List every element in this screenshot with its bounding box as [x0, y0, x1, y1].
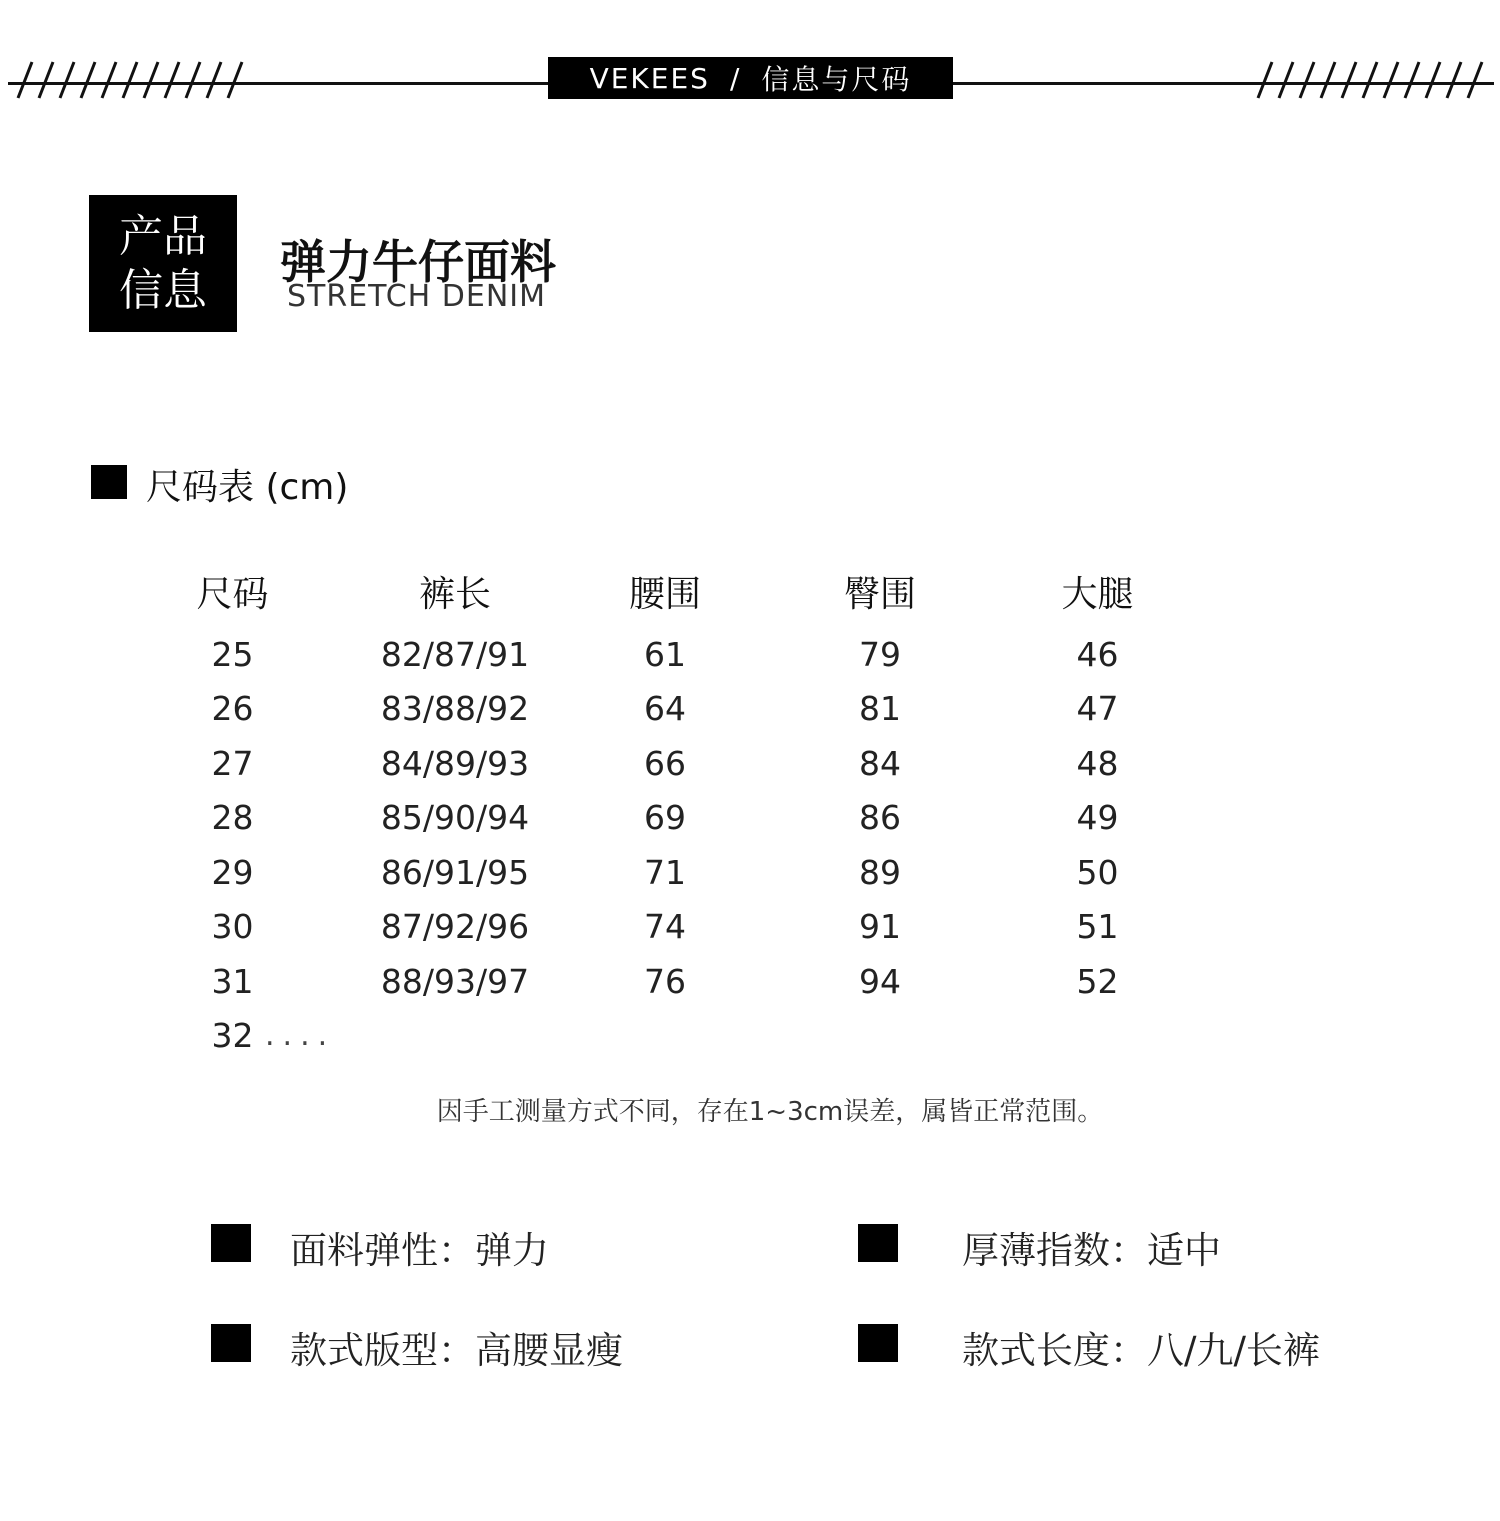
waist-cell: 76	[644, 961, 686, 1001]
size-cell: 30	[211, 907, 254, 947]
attribute-elasticity: 面料弹性：弹力	[290, 1229, 549, 1272]
size-cell: 31	[211, 961, 254, 1001]
table-row	[160, 791, 1200, 846]
attribute-bullet-square	[211, 1224, 251, 1262]
table-header-row	[160, 555, 1200, 627]
size-chart-title: 尺码表 (cm)	[146, 467, 349, 508]
fabric-subtitle: STRETCH DENIM	[287, 279, 547, 314]
thigh-cell: 47	[1076, 689, 1119, 729]
badge-line-1: 产品	[119, 210, 207, 262]
size-cell: 32	[211, 1016, 254, 1055]
hip-cell: 89	[859, 852, 901, 892]
table-row	[160, 627, 1200, 682]
badge-line-2: 信息	[119, 264, 207, 316]
table-row	[160, 736, 1200, 791]
length-cell: 82/87/91	[380, 634, 530, 674]
column-header-hip: 臀围	[843, 573, 916, 615]
thigh-cell: 49	[1076, 798, 1119, 838]
size-table	[160, 555, 1200, 1063]
waist-cell: 61	[644, 634, 686, 674]
brand-name: VEKEES	[589, 61, 710, 95]
size-cell: 25	[211, 634, 254, 674]
hip-cell: 79	[859, 634, 901, 674]
measurement-note: 因手工测量方式不同，存在1~3cm误差，属皆正常范围。	[436, 1097, 1104, 1127]
hip-cell: 84	[859, 743, 901, 783]
table-row-extra	[160, 1009, 1200, 1063]
size-cell: 29	[211, 852, 254, 892]
attribute-fit: 款式版型：高腰显瘦	[290, 1329, 623, 1372]
length-cell: 85/90/94	[380, 798, 530, 838]
attribute-bullet-square	[858, 1324, 898, 1362]
fabric-title: 弹力牛仔面料	[280, 235, 556, 289]
product-info-badge	[89, 195, 237, 332]
size-cell: 26	[211, 689, 254, 729]
hip-cell: 81	[859, 689, 901, 729]
hatch-decoration-right	[1254, 60, 1494, 100]
column-header-size: 尺码	[196, 573, 269, 615]
attribute-bullet-square	[211, 1324, 251, 1362]
thigh-cell: 52	[1076, 961, 1119, 1001]
column-header-length: 裤长	[418, 573, 491, 615]
length-cell: 86/91/95	[380, 852, 530, 892]
column-header-thigh: 大腿	[1061, 573, 1134, 615]
attribute-thickness: 厚薄指数：适中	[962, 1229, 1221, 1272]
waist-cell: 74	[644, 907, 686, 947]
length-cell: 83/88/92	[380, 689, 530, 729]
hip-cell: 86	[859, 798, 901, 838]
table-row	[160, 845, 1200, 900]
table-row	[160, 954, 1200, 1009]
length-cell: 84/89/93	[380, 743, 530, 783]
header-separator: /	[729, 61, 742, 95]
hip-cell: 91	[859, 907, 901, 947]
header-title-box	[548, 57, 953, 99]
attribute-length: 款式长度：八/九/长裤	[962, 1329, 1320, 1372]
waist-cell: 69	[644, 798, 686, 838]
hatch-decoration-left	[14, 60, 254, 100]
size-cell: 28	[211, 798, 254, 838]
size-cell: 27	[211, 743, 254, 783]
thigh-cell: 46	[1076, 634, 1119, 674]
length-cell: 88/93/97	[380, 961, 530, 1001]
thigh-cell: 51	[1076, 907, 1119, 947]
section-bullet-square	[91, 465, 127, 499]
thigh-cell: 48	[1076, 743, 1119, 783]
attribute-bullet-square	[858, 1224, 898, 1262]
table-row	[160, 900, 1200, 955]
column-header-waist: 腰围	[628, 573, 701, 615]
table-row	[160, 682, 1200, 737]
thigh-cell: 50	[1076, 852, 1119, 892]
waist-cell: 66	[644, 743, 686, 783]
header-title: 信息与尺码	[761, 63, 912, 96]
waist-cell: 64	[644, 689, 686, 729]
hip-cell: 94	[859, 961, 901, 1001]
ellipsis-dots: ....	[265, 1018, 336, 1053]
waist-cell: 71	[644, 852, 686, 892]
length-cell: 87/92/96	[380, 907, 530, 947]
